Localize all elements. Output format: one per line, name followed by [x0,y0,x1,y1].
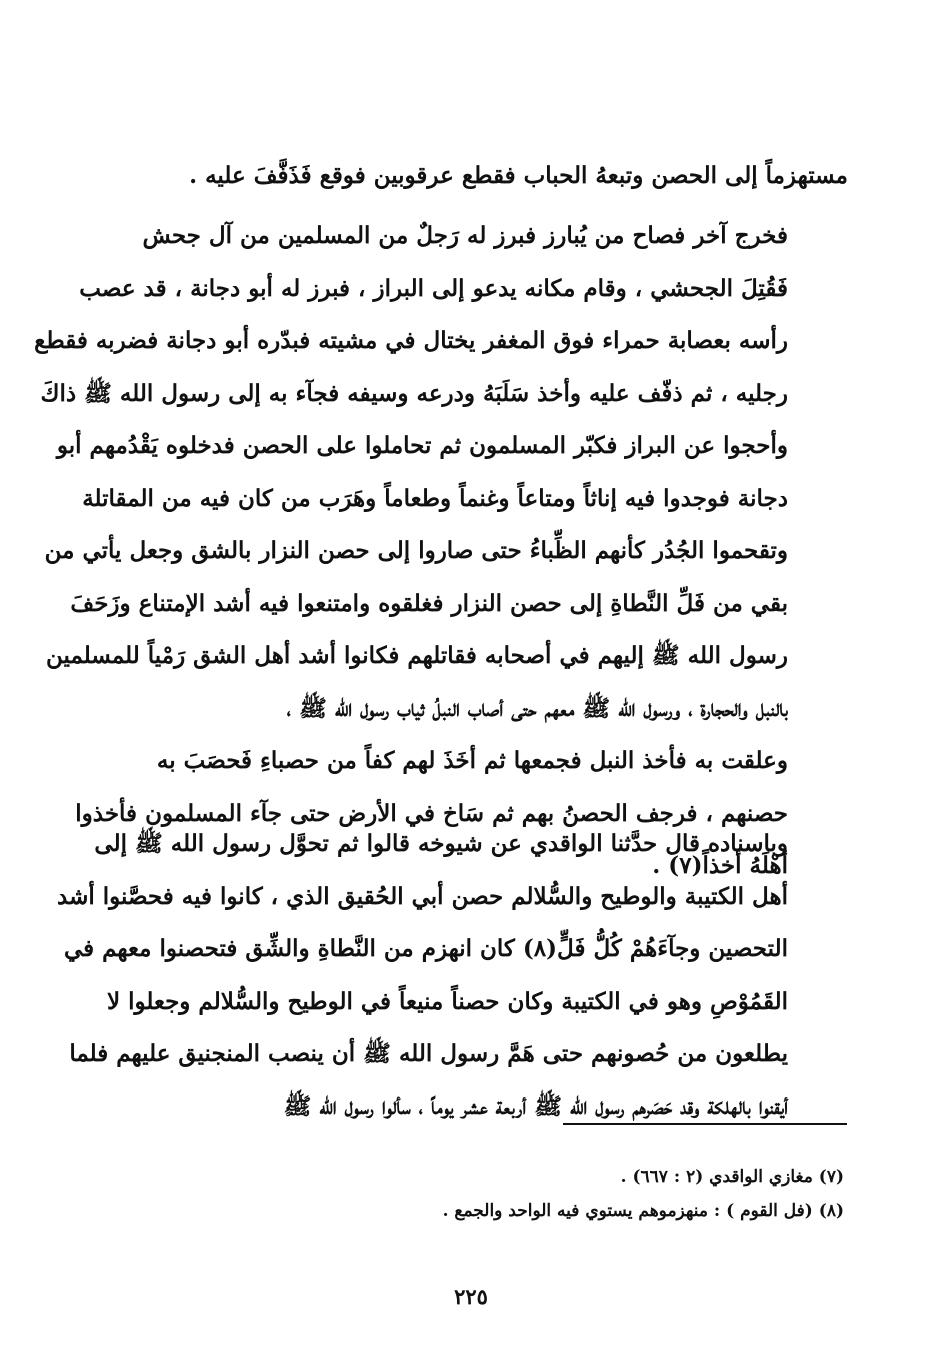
text-line: وتقحموا الجُدُر كأنهم الظِّباءُ حتى صاروا إلى حصن النزار بالشق وجعل يأتي من [44,537,788,564]
text-line: بالنبل والحجارة ، ورسول الله ﷺ معهم حتى أصاب النبلُ ثياب رسول الله ﷺ ، [286,694,788,722]
paragraph-continuation [118,150,848,203]
footnote-divider [563,1123,847,1125]
paragraph-katiba [57,818,848,1133]
text-line: رجليه ، ثم ذفّف عليه وأخذ سَلَبَهُ ودرعه وسيفه فجآء به إلى رسول الله ﷺ ذاكَ [40,379,788,407]
text-line: رأسه بعصابة حمراء فوق المغفر يختال في مشيته فبدّره أبو دجانة فضربه فقطع [34,327,788,354]
text-line: وعلقت به فأخذ النبل فجمعها ثم أخَذَ لهم كفاً من حصباءِ فَحصَبَ به [156,747,788,774]
text-line: يطلعون من حُصونهم حتى هَمَّ رسول الله ﷺ أن ينصب المنجنيق عليهم فلما [69,1040,788,1067]
paragraph-duel [34,210,848,893]
text-line: بقي من فَلِّ النَّطاةِ إلى حصن النزار فغلقوه وامتنعوا فيه أشد الإمتناع وزَحَفَ [70,589,788,617]
page-number: ٢٢٥ [454,1284,488,1309]
text-line: أهل الكتيبة والوطيح والسُّلالم حصن أبي الحُقيق الذي ، كانوا فيه فحصَّنوا أشد [57,882,788,910]
text-line: رسول الله ﷺ إليهم في أصحابه فقاتلهم فكانوا أشد أهل الشق رَمْياً للمسلمين [46,642,788,669]
text-line: مستهزماً إلى الحصن وتبعهُ الحباب فقطع عرقوبين فوقع فَذَفَّفَ عليه . [189,162,848,189]
text-line: التحصين وجآءَهُمْ كُلُّ فَلٍّ(٨) كان انهزم من النَّطاةِ والشِّق فتحصنوا معهم في [63,935,788,962]
text-line: القَمُوْصِ وهو في الكتيبة وكان حصناً منيعاً في الوطيح والسُّلالم وجعلوا لا [106,987,788,1015]
text-line: فخرج آخر فصاح من يُبارز فبرز له رَجلٌ من المسلمين من آل جحش [142,222,788,249]
footnotes [114,1160,844,1228]
text-line: أيقنوا بالهلكة وقد حَصَرهم رسول الله ﷺ أربعة عشر يوماً ، سألوا رسول الله ﷺ [283,1092,788,1120]
text-line: فَقُتِلَ الجحشي ، وقام مكانه يدعو إلى البراز ، فبرز له أبو دجانة ، قد عصب [79,274,788,302]
text-line: وأحجوا عن البراز فكبّر المسلمون ثم تحاملوا على الحصن فدخلوه يَقْدُمهم أبو [56,432,788,459]
text-line: دجانة فوجدوا فيه إناثاً ومتاعاً وغنماً وطعاماً وهَرَب من كان فيه من المقاتلة [82,484,788,512]
text-line: وباسناده قال حدَّثنا الواقدي عن شيوخه قالوا ثم تحوَّل رسول الله ﷺ إلى [94,830,788,857]
text-line: أهْلَهُ أخذاً(٧) . [652,852,788,879]
text-line: حصنهم ، فرجف الحصنُ بهم ثم سَاخ في الأرض حتى جآء المسلمون فأخذوا [75,799,788,827]
footnote-8: (٨) (فل القوم ) : منهزموهم يستوي فيه الواحد والجمع . [442,1201,844,1221]
footnote-7: (٧) مغازي الواقدي (٢ : ٦٦٧) . [620,1167,844,1187]
